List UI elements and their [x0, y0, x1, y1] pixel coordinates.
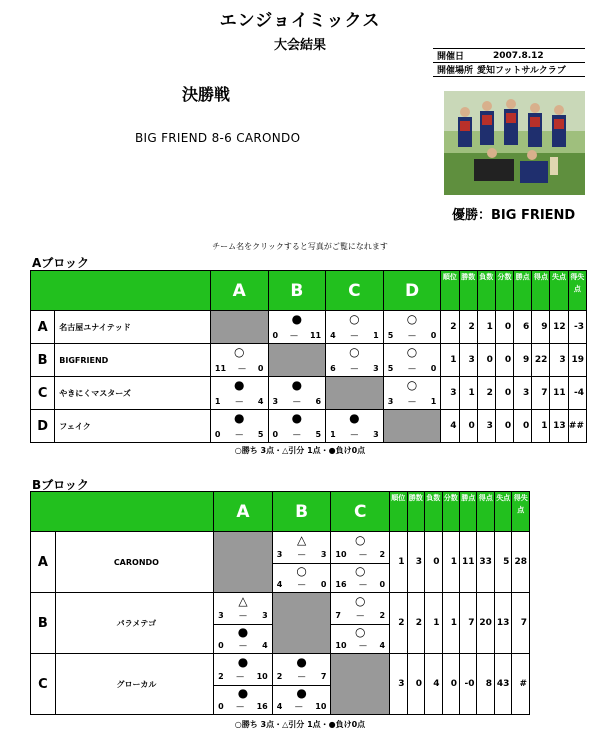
score-against: 2	[379, 549, 386, 559]
stat-header: 得失点	[512, 492, 530, 532]
header-corner	[31, 492, 214, 532]
result-cell	[326, 344, 384, 377]
result-cell	[331, 532, 390, 593]
team-letter: B	[31, 344, 55, 377]
stat-value: 0	[459, 410, 477, 443]
col-header-a: A	[214, 492, 273, 532]
stat-value: 11	[550, 377, 568, 410]
stat-value: -0	[459, 654, 476, 715]
result-score	[388, 364, 437, 373]
score-against: 2	[379, 610, 386, 620]
score-for: 5	[387, 364, 394, 373]
result-score	[215, 430, 264, 439]
score-dash: —	[235, 430, 244, 439]
stat-value: 13	[550, 410, 568, 443]
score-against: 3	[373, 364, 379, 373]
stat-value: 22	[532, 344, 550, 377]
self-match-cell	[326, 377, 384, 410]
stat-value: 0	[495, 377, 513, 410]
col-header-b: B	[268, 271, 326, 311]
result-score	[218, 702, 268, 711]
result-score	[335, 550, 385, 559]
stat-header: 勝点	[459, 492, 476, 532]
venue-label: 開催場所	[437, 66, 474, 76]
result-cell	[214, 593, 273, 654]
stat-value: 3	[459, 344, 477, 377]
result-mark: ○	[349, 345, 360, 359]
stat-value: 0	[495, 410, 513, 443]
score-against: 7	[320, 671, 327, 681]
score-against: 5	[257, 430, 264, 439]
result-cell	[383, 311, 441, 344]
stat-value: 19	[568, 344, 586, 377]
score-for: 4	[330, 331, 336, 340]
block-a-table	[30, 270, 587, 443]
page-subtitle: 大会結果	[273, 38, 326, 53]
score-for: 2	[276, 671, 283, 681]
photo-hint: チーム名をクリックすると写真がご覧になれます	[212, 242, 388, 251]
result-mark: ○	[406, 378, 418, 392]
stat-value: 1	[442, 593, 459, 654]
result-mark: ●	[233, 378, 245, 392]
score-dash: —	[359, 580, 367, 589]
team-letter: A	[31, 532, 56, 593]
result-score	[335, 611, 385, 620]
team-letter: B	[31, 593, 56, 654]
score-for: 3	[387, 397, 394, 406]
result-score	[218, 611, 268, 620]
team-row	[31, 410, 587, 443]
stat-value: 33	[477, 532, 494, 593]
team-name-link[interactable]: やきにくマスターズ	[55, 377, 211, 410]
score-against: 6	[315, 397, 322, 406]
score-for: 4	[276, 702, 283, 711]
stat-value: 7	[512, 593, 530, 654]
score-against: 0	[379, 580, 386, 589]
block-a-label: Aブロック	[32, 256, 90, 270]
result-cell	[210, 377, 268, 410]
stat-value: #	[512, 654, 530, 715]
score-against: 10	[315, 702, 327, 711]
stat-header: 順位	[441, 271, 459, 311]
result-score	[273, 331, 322, 340]
stat-value: 7	[459, 593, 476, 654]
team-row	[31, 344, 587, 377]
final-result: BIG FRIEND 8-6 CARONDO	[135, 131, 301, 145]
result-mark: ○	[349, 312, 360, 326]
team-row	[31, 532, 530, 593]
stat-value: 43	[494, 654, 511, 715]
result-cell	[272, 654, 331, 715]
result-cell	[268, 377, 326, 410]
stat-value: 2	[477, 377, 495, 410]
stat-value: 20	[477, 593, 494, 654]
result-mark: ●	[296, 655, 307, 669]
score-against: 3	[373, 430, 379, 439]
stat-header: 分数	[442, 492, 459, 532]
result-mark: ●	[291, 411, 303, 425]
stat-value: 1	[442, 532, 459, 593]
result-mark: ●	[349, 411, 360, 425]
result-score	[218, 672, 268, 681]
stat-value: 1	[390, 532, 407, 593]
score-against: 4	[262, 641, 268, 650]
stat-header: 失点	[494, 492, 511, 532]
team-row	[31, 654, 530, 715]
stat-value: 0	[407, 654, 424, 715]
team-name-link[interactable]: パラメテゴ	[55, 593, 213, 654]
result-mark: ●	[291, 378, 303, 392]
stat-value: 0	[514, 410, 532, 443]
stat-value: 9	[532, 311, 550, 344]
score-dash: —	[236, 671, 245, 681]
score-dash: —	[350, 430, 359, 439]
col-header-c: C	[326, 271, 384, 311]
page-title: エンジョイミックス	[219, 11, 381, 31]
score-against: 3	[320, 549, 327, 559]
col-header-a: A	[210, 271, 268, 311]
stat-header: 得点	[532, 271, 550, 311]
result-score	[330, 331, 379, 340]
score-for: 0	[218, 641, 224, 650]
result-score	[277, 702, 327, 711]
event-info	[433, 48, 585, 77]
result-mark: △	[238, 594, 248, 608]
stat-header: 分数	[495, 271, 513, 311]
score-for: 10	[335, 549, 347, 559]
score-dash: —	[235, 397, 244, 406]
stat-value: 0	[442, 654, 459, 715]
stat-value: 2	[407, 593, 424, 654]
sub-divider	[273, 563, 331, 564]
result-score	[330, 364, 379, 373]
result-cell	[383, 377, 441, 410]
winner-text: 優勝：BIG FRIEND	[452, 208, 576, 223]
score-against: 10	[256, 671, 268, 681]
result-mark: ●	[233, 411, 245, 425]
stat-header: 負数	[425, 492, 442, 532]
score-dash: —	[350, 331, 359, 340]
venue-value: 愛知フットサルクラブ	[477, 66, 566, 76]
header-row	[31, 271, 587, 311]
team-row	[31, 311, 587, 344]
score-dash: —	[359, 549, 367, 559]
result-mark: ○	[354, 533, 366, 547]
stat-header: 勝数	[407, 492, 424, 532]
team-letter: C	[31, 377, 55, 410]
stat-value: -3	[568, 311, 586, 344]
result-score	[335, 641, 385, 650]
block-b-legend: ○勝ち 3点・△引分 1点・●負け0点	[234, 720, 366, 729]
stat-value: 4	[425, 654, 442, 715]
team-row	[31, 593, 530, 654]
score-dash: —	[350, 364, 359, 373]
stat-header: 勝点	[514, 271, 532, 311]
score-for: 0	[214, 430, 221, 439]
team-name-link[interactable]: 名古屋ユナイテッド	[55, 311, 211, 344]
team-letter: C	[31, 654, 56, 715]
score-for: 6	[330, 364, 336, 373]
self-match-cell	[214, 532, 273, 593]
result-score	[388, 397, 437, 406]
stat-value: 2	[390, 593, 407, 654]
stat-value: 8	[477, 654, 494, 715]
stat-value: 6	[514, 311, 532, 344]
stat-value: 1	[425, 593, 442, 654]
score-dash: —	[238, 641, 247, 650]
header-row	[31, 492, 530, 532]
result-mark: ○	[406, 312, 418, 326]
score-dash: —	[236, 702, 245, 711]
sub-divider	[214, 685, 272, 686]
score-for: 1	[330, 430, 336, 439]
result-score	[330, 430, 379, 439]
result-mark: ●	[296, 685, 307, 700]
result-score	[277, 580, 327, 589]
result-cell	[331, 593, 390, 654]
score-dash: —	[408, 331, 417, 340]
stat-value: 4	[441, 410, 459, 443]
sub-divider	[273, 685, 331, 686]
stat-value: -4	[568, 377, 586, 410]
stat-value: 3	[390, 654, 407, 715]
stat-value: 13	[494, 593, 511, 654]
winner-photo	[444, 91, 585, 195]
stat-value: 1	[441, 344, 459, 377]
result-score	[218, 641, 268, 650]
stat-header: 負数	[477, 271, 495, 311]
result-cell	[210, 344, 268, 377]
result-score	[335, 580, 385, 589]
score-for: 0	[218, 702, 224, 711]
score-for: 0	[272, 430, 279, 439]
result-cell	[268, 410, 326, 443]
result-mark: ●	[237, 624, 249, 639]
result-score	[277, 550, 327, 559]
result-cell	[210, 410, 268, 443]
block-a-legend: ○勝ち 3点・△引分 1点・●負け0点	[234, 446, 366, 455]
block-b-table	[30, 491, 530, 715]
stat-header: 順位	[390, 492, 407, 532]
score-for: 5	[387, 331, 394, 340]
team-name-link[interactable]: グローカル	[55, 654, 213, 715]
result-cell	[272, 532, 331, 593]
result-cell	[268, 311, 326, 344]
sub-divider	[331, 563, 389, 564]
stat-value: 1	[532, 410, 550, 443]
score-against: 1	[373, 331, 379, 340]
stat-value: 7	[532, 377, 550, 410]
result-cell	[326, 311, 384, 344]
score-dash: —	[356, 610, 365, 620]
stat-value: 1	[459, 377, 477, 410]
score-dash: —	[292, 430, 301, 439]
final-title: 決勝戦	[182, 85, 231, 104]
score-against: 4	[379, 641, 386, 650]
self-match-cell	[383, 410, 441, 443]
self-match-cell	[268, 344, 326, 377]
team-name-link[interactable]: フェイク	[55, 410, 211, 443]
sub-divider	[214, 624, 272, 625]
score-for: 3	[218, 610, 224, 620]
score-for: 16	[335, 580, 347, 589]
stat-header: 失点	[550, 271, 568, 311]
score-for: 3	[276, 549, 283, 559]
stat-value: 28	[512, 532, 530, 593]
result-score	[273, 430, 322, 439]
result-score	[277, 672, 327, 681]
result-mark: ○	[233, 345, 245, 359]
stat-header: 勝数	[459, 271, 477, 311]
self-match-cell	[272, 593, 331, 654]
score-dash: —	[294, 702, 303, 711]
result-mark: ●	[237, 655, 249, 669]
score-dash: —	[297, 580, 306, 589]
result-score	[215, 397, 264, 406]
stat-value: 9	[514, 344, 532, 377]
header-corner	[31, 271, 211, 311]
result-score	[273, 397, 322, 406]
result-mark: ●	[237, 685, 249, 700]
result-score	[215, 364, 264, 373]
result-score	[388, 331, 437, 340]
stat-value: 3	[514, 377, 532, 410]
result-mark: ○	[296, 563, 307, 578]
sub-divider	[331, 624, 389, 625]
team-letter: D	[31, 410, 55, 443]
score-for: 4	[276, 580, 283, 589]
stat-value: 11	[459, 532, 476, 593]
col-header-b: B	[272, 492, 331, 532]
score-dash: —	[290, 331, 299, 340]
result-mark: ○	[354, 594, 366, 608]
score-dash: —	[237, 364, 246, 373]
stat-value: 2	[459, 311, 477, 344]
stat-header: 得点	[477, 492, 494, 532]
score-against: 0	[430, 331, 437, 340]
stat-header: 得失点	[568, 271, 586, 311]
stat-value: 3	[407, 532, 424, 593]
stat-value: 3	[550, 344, 568, 377]
stat-value: 0	[425, 532, 442, 593]
team-name-link[interactable]: CARONDO	[55, 532, 213, 593]
score-against: 0	[320, 580, 327, 589]
score-for: 1	[214, 397, 221, 406]
score-dash: —	[297, 671, 306, 681]
result-mark: ○	[354, 624, 366, 639]
stat-value: 5	[494, 532, 511, 593]
team-name-link[interactable]: BIGFRIEND	[55, 344, 211, 377]
score-against: 0	[257, 364, 264, 373]
score-against: 3	[262, 610, 268, 620]
result-mark: ○	[406, 345, 418, 359]
score-for: 2	[218, 671, 224, 681]
team-letter: A	[31, 311, 55, 344]
stat-value: 3	[477, 410, 495, 443]
stat-value: 12	[550, 311, 568, 344]
score-dash: —	[359, 641, 367, 650]
block-b-label: Bブロック	[32, 478, 89, 492]
result-cell	[326, 410, 384, 443]
result-cell	[214, 654, 273, 715]
stat-value: 0	[495, 344, 513, 377]
stat-value: 0	[477, 344, 495, 377]
score-against: 4	[257, 397, 264, 406]
score-for: 0	[272, 331, 279, 340]
date-value: 2007.8.12	[493, 50, 544, 61]
score-against: 5	[315, 430, 322, 439]
result-mark: ○	[354, 563, 366, 578]
self-match-cell	[210, 311, 268, 344]
team-row	[31, 377, 587, 410]
score-dash: —	[408, 397, 417, 406]
score-for: 11	[214, 364, 227, 373]
stat-value: ##	[568, 410, 586, 443]
score-dash: —	[292, 397, 301, 406]
score-against: 0	[430, 364, 437, 373]
col-header-d: D	[383, 271, 441, 311]
stat-value: 0	[495, 311, 513, 344]
score-dash: —	[238, 610, 247, 620]
stat-value: 2	[441, 311, 459, 344]
stat-value: 3	[441, 377, 459, 410]
score-against: 11	[309, 331, 322, 340]
score-against: 1	[430, 397, 437, 406]
score-for: 7	[335, 610, 341, 620]
score-dash: —	[297, 549, 306, 559]
score-for: 10	[335, 641, 347, 650]
score-against: 16	[256, 702, 268, 711]
score-for: 3	[272, 397, 279, 406]
result-mark: ●	[291, 312, 303, 326]
date-label: 開催日	[437, 52, 465, 62]
self-match-cell	[331, 654, 390, 715]
result-cell	[383, 344, 441, 377]
col-header-c: C	[331, 492, 390, 532]
result-mark: △	[296, 533, 307, 547]
score-dash: —	[408, 364, 417, 373]
stat-value: 1	[477, 311, 495, 344]
